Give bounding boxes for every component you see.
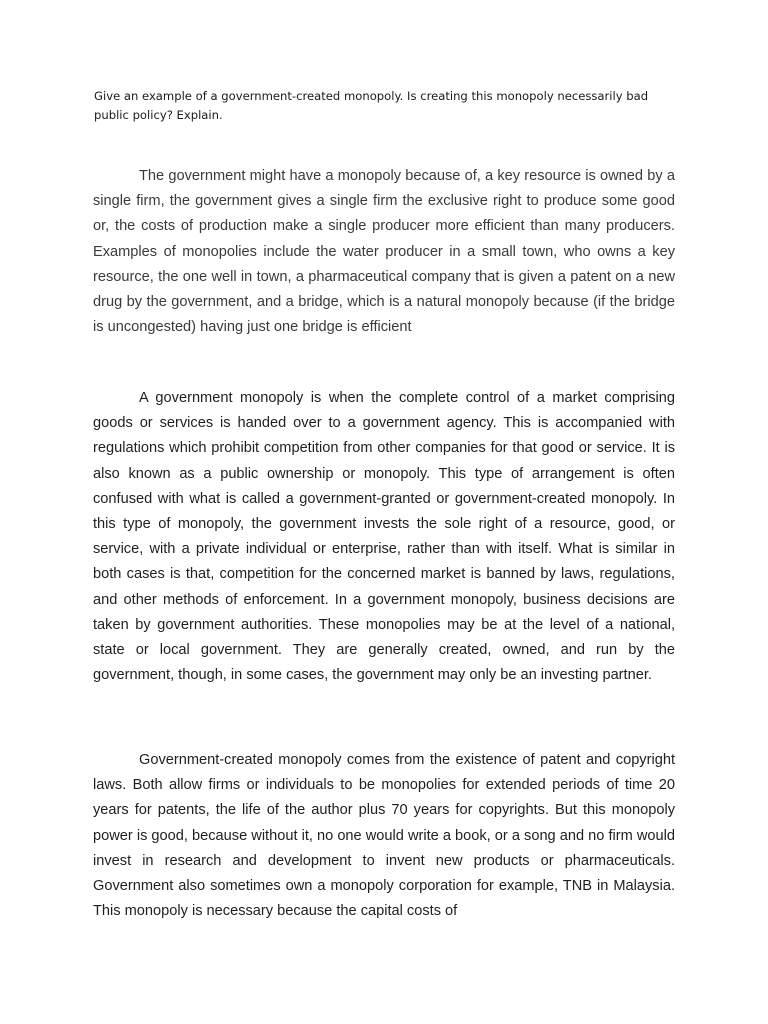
question-heading: Give an example of a government-created monopoly. Is creating this monopoly necessarily bad public policy? Explain. xyxy=(94,89,649,122)
paragraph-3: Government-created monopoly comes from the existence of patent and copyright laws. Both allow firms or individuals to be monopolies for extended periods of time 20 years for patents, the life of the author plus 70 years for copyrights. But this monopoly power is good, because without it, no one would write a book, or a song and no firm would invest in research and development to invent new products or pharmaceuticals. Government also sometimes own a monopoly corporation for example, TNB in Malaysia. This monopoly is necessary because the capital costs of xyxy=(93,752,675,920)
paragraph-2: A government monopoly is when the complete control of a market comprising goods or services is handed over to a government agency. This is accompanied with regulations which prohibit competition from other companies for that good or service. It is also known as a public ownership or monopoly. This type of arrangement is often confused with what is called a government-granted or government-created monopoly. In this type of monopoly, the government invests the sole right of a resource, good, or service, with a private individual or enterprise, rather than with itself. What is similar in both cases is that, competition for the concerned market is banned by laws, regulations, and other methods of enforcement. In a government monopoly, business decisions are taken by government authorities. These monopolies may be at the level of a national, state or local government. They are generally created, owned, and run by the government, though, in some cases, the government may only be an investing partner. xyxy=(93,390,675,684)
paragraph-1: The government might have a monopoly because of, a key resource is owned by a single firm, the government gives a single firm the exclusive right to produce some good or, the costs of production make a single producer more efficient than many producers. Examples of monopolies include the water producer in a small town, who owns a key resource, the one well in town, a pharmaceutical company that is given a patent on a new drug by the government, and a bridge, which is a natural monopoly because (if the bridge is uncongested) having just one bridge is efficient xyxy=(93,168,675,336)
